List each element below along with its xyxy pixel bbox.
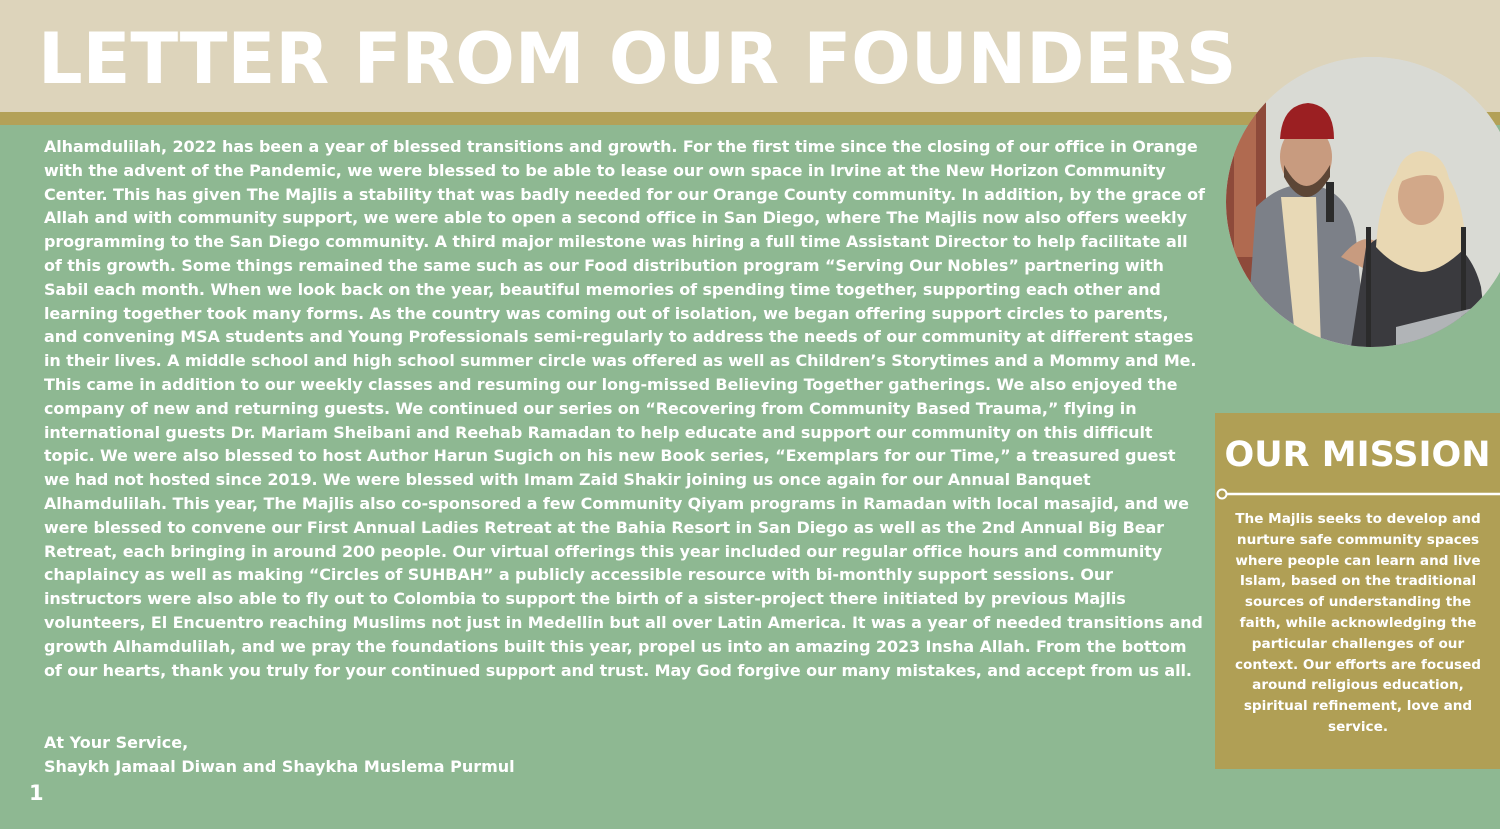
letter-signoff <box>44 731 844 779</box>
founders-photo <box>1226 57 1500 347</box>
letter-signatories: Shaykh Jamaal Diwan and Shaykha Muslema Purmul <box>44 756 515 776</box>
mission-title: OUR MISSION <box>1224 435 1491 475</box>
letter-paragraph: Alhamdulilah, 2022 has been a year of blessed transitions and growth. For the first time since the closing of our office in Orange with the advent of the Pandemic, we were blessed to be able to lease our own space in Irvine at the New Horizon Community Center. This has given The Majlis a stability that was badly needed for our Orange County community. In addition, by the grace of Allah and with community support, we were able to open a second office in San Diego, where The Majlis now also offers weekly programming to the San Diego community. A third major milestone was hiring a full time Assistant Director to help facilitate all of this growth. Some things remained the same such as our Food distribution program “Serving Our Nobles” partnering with Sabil each month. When we look back on the year, beautiful memories of spending time together, supporting each other and learning together took many forms. As the country was coming out of isolation, we began offering support circles to parents, and convening MSA students and Young Professionals semi-regularly to address the needs of our community at different stages in their lives. A middle school and high school summer circle was offered as well as Children’s Storytimes and a Mommy and Me. This came in addition to our weekly classes and resuming our long-missed Believing Together gatherings. We also enjoyed the company of new and returning guests. We continued our series on “Recovering from Community Based Trauma,” flying in international guests Dr. Mariam Sheibani and Reehab Ramadan to help educate and support our community on this difficult topic. We were also blessed to host Author Harun Sugich on his new Book series, “Exemplars for our Time,” a treasured guest we had not hosted since 2019. We were blessed with Imam Zaid Shakir joining us once again for our Annual Banquet Alhamdulilah. This year, The Majlis also co-sponsored a few Community Qiyam programs in Ramadan with local masajid, and we were blessed to convene our First Annual Ladies Retreat at the Bahia Resort in San Diego as well as the 2nd Annual Big Bear Retreat, each bringing in around 200 people. Our virtual offerings this year included our regular office hours and community chaplaincy as well as making “Circles of SUHBAH” a publicly accessible resource with bi-monthly support sessions. Our instructors were also able to fly out to Colombia to support the birth of a sister-project there initiated by previous Majlis volunteers, El Encuentro reaching Muslims not just in Medellin but all over Latin America. It was a year of needed transitions and growth Alhamdulilah, and we pray the foundations built this year, propel us into an amazing 2023 Insha Allah. From the bottom of our hearts, thank you truly for your continued support and trust. May God forgive our many mistakes, and accept from us all. <box>44 137 1205 680</box>
page-number: 1 <box>29 781 44 805</box>
page-title: LETTER FROM OUR FOUNDERS <box>38 18 1237 100</box>
founders-photo-illustration <box>1226 57 1500 347</box>
mission-box <box>1215 413 1500 769</box>
mission-text: The Majlis seeks to develop and nurture safe community spaces where people can learn and live Islam, based on the traditional sources of understanding the faith, while acknowledging the particular challenges of our context. Our efforts are focused around religious education, spiritual refinement, love and service. <box>1234 511 1482 735</box>
letter-body <box>44 135 1206 682</box>
letter-closing: At Your Service, <box>44 733 189 752</box>
mission-divider <box>1216 488 1500 500</box>
